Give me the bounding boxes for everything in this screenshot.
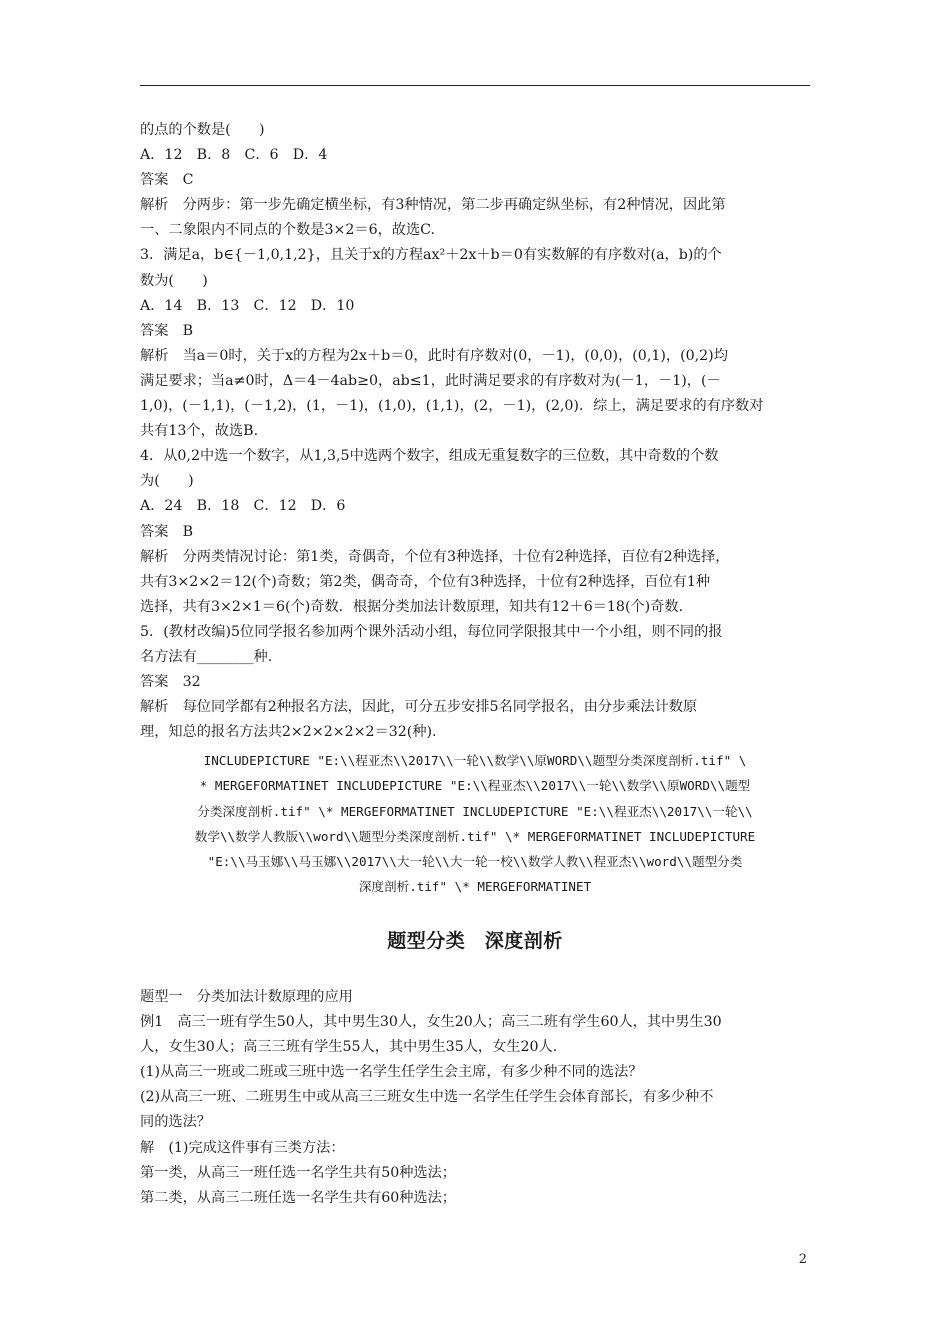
text-line: 的点的个数是( ) [140,122,265,138]
field-code-line: INCLUDEPICTURE "E:\\程亚杰\\2017\\一轮\\数学\\原WORD\\题型分类深度剖析.tif" \ [203,753,747,768]
answer-line: 答案 B [140,523,193,540]
field-code-line: 分类深度剖析.tif" \* MERGEFORMATINET INCLUDEPICTURE "E:\\程亚杰\\2017\\一轮\\ [197,803,753,819]
text-line: 第一类，从高三一班任选一名学生共有50种选法； [140,1164,456,1181]
field-code-line: 数学\\数学人教版\\word\\题型分类深度剖析.tif" \* MERGEFORMATINET INCLUDEPICTURE [194,828,756,844]
answer-line: 答案 B [140,322,193,339]
problem-text [140,118,810,745]
text-line: 理，知总的报名方法共2×2×2×2×2＝32(种). [140,724,437,741]
page-number: 2 [798,1252,807,1267]
topic-title: 题型一 分类加法计数原理的应用 [140,989,353,1005]
solution-line: 解 (1)完成这件事有三类方法： [140,1139,345,1156]
field-code-line: * MERGEFORMATINET INCLUDEPICTURE "E:\\程亚杰\\2017\\一轮\\数学\\原WORD\\题型 [199,778,751,794]
analysis-line: 解析 分两类情况讨论：第1类，奇偶奇，个位有3种选择，十位有2种选择，百位有2种选择， [140,548,730,565]
analysis-line: 解析 每位同学都有2种报名方法，因此，可分五步安排5名同学报名，由分步乘法计数原 [140,699,698,716]
text-line: 一、二象限内不同点的个数是3×2＝6，故选C. [140,222,436,239]
answer-line: 答案 C [140,172,194,189]
text-line: 同的选法？ [140,1114,211,1131]
text-line: 选择，共有3×2×1＝6(个)奇数．根据分类加法计数原理，知共有12＋6＝18(个)奇数. [140,598,684,615]
analysis-line: 解析 分两步：第一步先确定横坐标，有3种情况，第二步再确定纵坐标，有2种情况，因此第 [140,197,726,214]
section-text [140,985,810,1211]
field-code-line: 深度剖析.tif" \* MERGEFORMATINET [358,879,592,895]
text-line: 为( ) [140,473,194,490]
question-4: 4．从0,2中选一个数字，从1,3,5中选两个数字，组成无重复数字的三位数，其中奇数的个数 [140,448,719,465]
text-line: 数为( ) [140,272,208,289]
text-line: 人，女生30人；高三三班有学生55人，其中男生35人，女生20人. [140,1039,558,1056]
text-line: 共有13个，故选B. [140,423,259,440]
sub-question-2: (2)从高三一班、二班男生中或从高三三班女生中选一名学生任学生会体育部长，有多少种不 [140,1089,714,1106]
text-line: 共有3×2×2＝12(个)奇数；第2类，偶奇奇，个位有3种选择，十位有2种选择，百位有1种 [140,573,711,590]
section-heading: 题型分类 深度剖析 [387,930,563,952]
text-line: 名方法有________种. [140,648,273,665]
header-rule [140,85,810,86]
field-code-block [140,748,810,900]
text-line: 1,0)，(－1,1)，(－1,2)，(1，－1)，(1,0)，(1,1)，(2，－1)，(2,0)．综上，满足要求的有序数对 [140,398,764,415]
analysis-line: 解析 当a＝0时，关于x的方程为2x＋b＝0，此时有序数对(0，－1)，(0,0)，(0,1)，(0,2)均 [140,347,728,364]
field-code-line: "E:\\马玉娜\\马玉娜\\2017\\大一轮\\大一轮一校\\数学人教\\程亚杰\\word\\题型分类 [207,854,743,870]
answer-options: A．24 B．18 C．12 D．6 [140,498,346,515]
text-line: 第二类，从高三二班任选一名学生共有60种选法； [140,1189,456,1206]
sub-question-1: (1)从高三一班或二班或三班中选一名学生任学生会主席，有多少种不同的选法？ [140,1064,643,1081]
question-3: 3．满足a，b∈{－1,0,1,2}，且关于x的方程ax²＋2x＋b＝0有实数解的有序数对(a，b)的个 [140,247,722,264]
text-line: 满足要求；当a≠0时，Δ＝4－4ab≥0，ab≤1，此时满足要求的有序数对为(－1，－1)，(－ [140,372,721,389]
answer-line: 答案 32 [140,674,201,691]
answer-options: A．12 B．8 C．6 D．4 [140,147,328,164]
example-1: 例1 高三一班有学生50人，其中男生30人，女生20人；高三二班有学生60人，其中男生30 [140,1014,722,1031]
answer-options: A．14 B．13 C．12 D．10 [140,297,355,314]
question-5: 5．(教材改编)5位同学报名参加两个课外活动小组，每位同学限报其中一个小组，则不同的报 [140,623,723,640]
